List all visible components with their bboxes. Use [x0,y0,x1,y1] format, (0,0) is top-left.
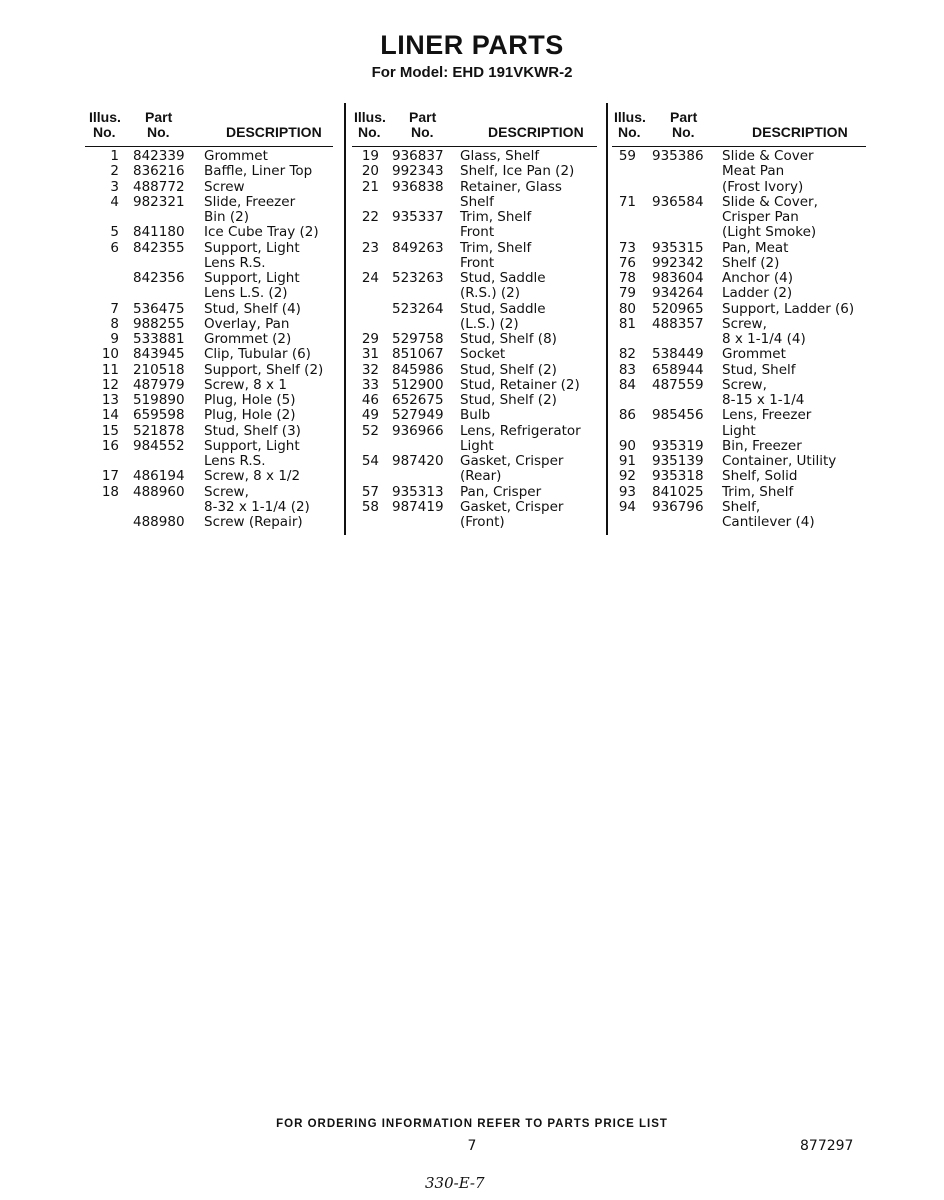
part-row [85,393,333,408]
document-number: 877297 [800,1138,854,1154]
part-description: Plug, Hole (5) [204,392,296,408]
part-row [612,469,866,484]
part-row [352,302,597,333]
illus-number: 57 [361,483,379,500]
part-number: 521878 [133,422,185,439]
part-description: Shelf, Ice Pan (2) [460,163,575,180]
part-row [85,347,333,362]
illus-number: 19 [361,148,379,164]
part-row [352,500,597,531]
illus-number: 83 [618,361,636,378]
part-row [352,164,597,179]
part-row [352,378,597,393]
part-row [612,500,866,531]
illus-number: 4 [110,193,119,210]
part-description: Grommet (2) [204,331,292,347]
part-description: Bin, Freezer [722,437,802,454]
part-number: 982321 [133,193,185,210]
part-number: 987420 [392,453,444,469]
part-row [85,317,333,332]
part-row [85,241,333,272]
part-row [612,302,866,317]
part-number: 652675 [392,392,444,408]
page-title: LINER PARTS [380,30,564,60]
illus-number: 76 [618,254,636,271]
illus-number: 31 [361,346,379,363]
part-number: 936796 [652,498,704,515]
part-description: Support, Ladder (6) [722,300,855,317]
part-description: Stud, Saddle (R.S.) (2) [460,270,546,302]
part-row [352,271,597,302]
illus-number: 15 [101,422,119,439]
part-description: Screw, 8 x 1 [204,376,287,393]
part-description: Support, Light Lens L.S. (2) [204,270,300,302]
illus-number: 10 [101,346,119,363]
part-description: Slide, Freezer Bin (2) [204,193,296,225]
part-description: Ice Cube Tray (2) [204,224,319,241]
part-row [85,408,333,423]
header-illus-no: No. [93,124,116,140]
part-row [612,378,866,409]
part-number: 936838 [392,178,444,195]
illus-number: 11 [101,361,119,378]
illus-number: 5 [110,224,119,241]
part-description: Stud, Shelf (2) [460,392,557,408]
part-number: 488772 [133,178,185,195]
part-number: 841180 [133,224,185,241]
illus-number: 17 [101,468,119,485]
part-description: Gasket, Crisper (Rear) [460,453,564,485]
column-header [85,108,333,147]
illus-number: 1 [110,148,119,164]
part-description: Grommet [722,346,786,363]
illus-number: 20 [361,163,379,180]
illus-number: 80 [618,300,636,317]
header-illus-no: No. [358,124,381,140]
part-row [612,241,866,256]
part-description: Screw (Repair) [204,514,303,530]
column-divider [344,103,346,535]
part-number: 520965 [652,300,704,317]
part-number: 985456 [652,407,704,424]
parts-list [85,147,333,530]
part-row [85,180,333,195]
part-number: 842356 [133,270,185,286]
illus-number: 13 [101,392,119,408]
part-description: Anchor (4) [722,270,793,286]
illus-number: 23 [361,239,379,256]
column-divider [606,103,608,535]
part-number: 936837 [392,148,444,164]
part-description: Screw [204,178,245,195]
illus-number: 6 [110,239,119,256]
header-part: Part [670,109,698,125]
part-row [85,378,333,393]
illus-number: 79 [618,285,636,302]
illus-number: 81 [618,315,636,332]
part-number: 488357 [652,315,704,332]
header-description: DESCRIPTION [752,124,848,140]
part-description: Support, Light Lens R.S. [204,437,300,469]
page-number: 7 [467,1138,477,1154]
part-description: Pan, Crisper [460,483,542,500]
part-number: 992343 [392,163,444,180]
part-description: Socket [460,346,506,363]
part-row [85,439,333,470]
column-header [612,108,866,147]
part-number: 842355 [133,239,185,256]
part-row [612,256,866,271]
illus-number: 46 [361,392,379,408]
part-number: 842339 [133,148,185,164]
header-illus: Illus. [89,109,121,125]
part-description: Lens, Refrigerator Light [460,422,581,454]
illus-number: 71 [618,193,636,210]
part-row [85,469,333,484]
header-part-no: No. [147,124,170,140]
part-number: 849263 [392,239,444,256]
part-description: Stud, Shelf (8) [460,331,557,347]
part-number: 936584 [652,193,704,210]
part-number: 988255 [133,315,185,332]
illus-number: 8 [110,315,119,332]
part-number: 845986 [392,361,444,378]
part-description: Glass, Shelf [460,148,540,164]
part-row [612,317,866,348]
illus-number: 52 [361,422,379,439]
part-description: Lens, Freezer Light [722,407,812,439]
part-row [85,225,333,240]
part-row [352,180,597,211]
part-number: 538449 [652,346,704,363]
illus-number: 3 [110,178,119,195]
header-illus-no: No. [618,124,641,140]
header-description: DESCRIPTION [226,124,322,140]
parts-column-2 [352,108,597,530]
part-description: Support, Shelf (2) [204,361,324,378]
part-description: Trim, Shelf [722,483,794,500]
illus-number: 14 [101,407,119,424]
part-description: Ladder (2) [722,285,793,302]
part-number: 523264 [392,300,444,317]
part-number: 486194 [133,468,185,485]
part-number: 934264 [652,285,704,302]
header-part-no: No. [411,124,434,140]
illus-number: 16 [101,437,119,454]
part-number: 992342 [652,254,704,271]
part-description: Retainer, Glass Shelf [460,178,562,210]
part-description: Slide & Cover, Crisper Pan (Light Smoke) [722,193,818,241]
illus-number: 93 [618,483,636,500]
part-row [352,424,597,455]
illus-number: 82 [618,346,636,363]
part-description: Gasket, Crisper (Front) [460,498,564,530]
illus-number: 84 [618,376,636,393]
part-row [85,424,333,439]
illus-number: 92 [618,468,636,485]
part-number: 512900 [392,376,444,393]
illus-number: 86 [618,407,636,424]
header-part-no: No. [672,124,695,140]
part-row [85,149,333,164]
part-number: 841025 [652,483,704,500]
part-description: Shelf, Solid [722,468,798,485]
part-row [612,195,866,241]
parts-column-1 [85,108,333,530]
part-number: 488960 [133,483,185,500]
part-row [85,302,333,317]
part-row [612,439,866,454]
part-number: 935315 [652,239,704,256]
part-number: 523263 [392,270,444,286]
part-description: Trim, Shelf Front [460,239,532,271]
part-number: 658944 [652,361,704,378]
illus-number: 7 [110,300,119,317]
part-number: 851067 [392,346,444,363]
part-row [85,515,333,530]
part-number: 935337 [392,209,444,225]
header-part: Part [409,109,437,125]
part-number: 936966 [392,422,444,439]
part-row [85,363,333,378]
part-number: 843945 [133,346,185,363]
ordering-info-note: FOR ORDERING INFORMATION REFER TO PARTS PRICE LIST [276,1118,668,1130]
illus-number: 54 [361,453,379,469]
part-description: Shelf, Cantilever (4) [722,498,815,530]
part-description: Stud, Shelf [722,361,796,378]
part-number: 487559 [652,376,704,393]
part-row [352,210,597,241]
part-row [352,454,597,485]
part-number: 519890 [133,392,185,408]
part-description: Stud, Shelf (2) [460,361,557,378]
part-description: Overlay, Pan [204,315,290,332]
part-row [612,271,866,286]
part-number: 527949 [392,407,444,424]
part-row [612,149,866,195]
part-description: Stud, Shelf (3) [204,422,301,439]
part-number: 536475 [133,300,185,317]
part-description: Screw, 8 x 1-1/4 (4) [722,315,806,347]
part-number: 935139 [652,453,704,469]
part-row [612,485,866,500]
header-illus: Illus. [354,109,386,125]
illus-number: 58 [361,498,379,515]
part-row [85,164,333,179]
part-row [85,332,333,347]
part-row [352,149,597,164]
header-description: DESCRIPTION [488,124,584,140]
illus-number: 33 [361,376,379,393]
part-description: Grommet [204,148,268,164]
part-row [352,347,597,362]
part-number: 935318 [652,468,704,485]
header-illus: Illus. [614,109,646,125]
illus-number: 12 [101,376,119,393]
part-row [612,454,866,469]
part-number: 533881 [133,331,185,347]
handwritten-note: 330-E-7 [425,1174,485,1192]
part-description: Stud, Shelf (4) [204,300,301,317]
part-row [352,332,597,347]
part-number: 987419 [392,498,444,515]
illus-number: 9 [110,331,119,347]
part-number: 935319 [652,437,704,454]
parts-list [612,147,866,530]
part-description: Shelf (2) [722,254,780,271]
part-description: Stud, Retainer (2) [460,376,580,393]
illus-number: 29 [361,331,379,347]
part-row [612,408,866,439]
part-number: 659598 [133,407,185,424]
parts-column-3 [612,108,866,530]
part-number: 983604 [652,270,704,286]
part-row [85,195,333,226]
part-row [352,408,597,423]
illus-number: 32 [361,361,379,378]
part-row [612,347,866,362]
illus-number: 78 [618,270,636,286]
part-row [612,286,866,301]
part-number: 529758 [392,331,444,347]
part-number: 488980 [133,514,185,530]
part-row [352,393,597,408]
illus-number: 21 [361,178,379,195]
part-description: Bulb [460,407,491,424]
part-number: 836216 [133,163,185,180]
illus-number: 49 [361,407,379,424]
illus-number: 94 [618,498,636,515]
part-description: Slide & Cover Meat Pan (Frost Ivory) [722,148,814,195]
part-row [85,271,333,302]
part-description: Support, Light Lens R.S. [204,239,300,271]
illus-number: 2 [110,163,119,180]
part-description: Clip, Tubular (6) [204,346,311,363]
part-number: 935313 [392,483,444,500]
illus-number: 90 [618,437,636,454]
part-number: 487979 [133,376,185,393]
part-description: Container, Utility [722,453,837,469]
part-description: Baffle, Liner Top [204,163,313,180]
illus-number: 73 [618,239,636,256]
part-row [85,485,333,516]
part-row [352,241,597,272]
part-description: Stud, Saddle (L.S.) (2) [460,300,546,332]
part-description: Screw, 8-15 x 1-1/4 [722,376,805,408]
header-part: Part [145,109,173,125]
part-description: Trim, Shelf Front [460,209,532,241]
column-header [352,108,597,147]
part-row [352,485,597,500]
part-description: Screw, 8 x 1/2 [204,468,301,485]
part-description: Screw, 8-32 x 1-1/4 (2) [204,483,310,515]
part-number: 984552 [133,437,185,454]
part-description: Plug, Hole (2) [204,407,296,424]
model-subtitle: For Model: EHD 191VKWR-2 [371,64,573,81]
illus-number: 24 [361,270,379,286]
illus-number: 22 [361,209,379,225]
part-row [612,363,866,378]
illus-number: 18 [101,483,119,500]
parts-list [352,147,597,530]
part-number: 210518 [133,361,185,378]
part-number: 935386 [652,148,704,164]
illus-number: 59 [618,148,636,164]
illus-number: 91 [618,453,636,469]
part-row [352,363,597,378]
part-description: Pan, Meat [722,239,789,256]
